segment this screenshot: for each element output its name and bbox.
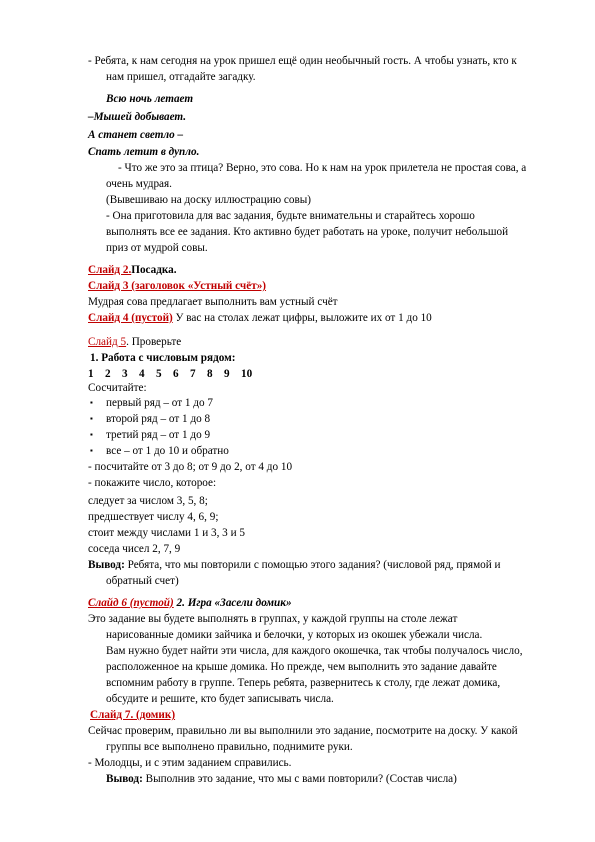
follows-number: следует за числом 3, 5, 8; [88,495,208,507]
slide5-conclusion-cont: обратный счет) [106,575,179,587]
number-9: 9 [224,368,230,380]
between-numbers: стоит между числами 1 и 3, 3 и 5 [88,527,245,539]
number-10: 10 [241,368,253,380]
intro-paragraph-4: - Она приготовила для вас задания, будьте внимательны и старайтесь хорошо [106,210,475,222]
bullet-item-3: третий ряд – от 1 до 9 [106,429,211,441]
intro-paragraph-5: выполнять все ее задания. Кто активно будет работать на уроке, получит небольшой [106,226,509,238]
neighbors-numbers: соседа чисел 2, 7, 9 [88,543,181,555]
number-4: 4 [139,368,145,380]
slide2-line [88,263,177,277]
precedes-number: предшествует числу 4, 6, 9; [88,511,219,523]
slide5-text: . Проверьте [126,336,182,348]
number-2: 2 [105,368,111,380]
riddle-line-2: –Мышей добывает. [88,111,187,123]
slide6-text-4: расположенное на крыше домика. Но прежде, чем выполнить это задание давайте [106,661,497,673]
intro-paragraph-1: - Что же это за птица? Верно, это сова. Но к нам на урок прилетела не простая сова, а [118,162,527,174]
slide2-link[interactable]: Слайд 2. [88,264,132,276]
slide6-title: 2. Игра «Засели домик» [173,597,292,609]
slide6-line [88,596,292,610]
task1-title-text: 1. Работа с числовым рядом: [90,352,236,364]
intro-line-2: нам пришел, отгадайте загадку. [106,71,256,83]
number-6: 6 [173,368,179,380]
number-8: 8 [207,368,213,380]
slide4-text: У вас на столах лежат цифры, выложите их от 1 до 10 [172,312,432,324]
bullet-item-1: первый ряд – от 1 до 7 [106,397,213,409]
conclusion-text: Выполнив это задание, что мы с вами повторили? (Состав числа) [142,773,457,785]
slide7-link[interactable]: Слайд 7. (домик) [90,709,176,721]
bullet-icon: ▪ [90,414,93,423]
bullet-icon: ▪ [90,446,93,455]
intro-line-1: - Ребята, к нам сегодня на урок пришел ещё один необычный гость. А чтобы узнать, кто к [88,55,517,67]
bullet-icon: ▪ [90,398,93,407]
number-5: 5 [156,368,162,380]
bullet-item-4: все – от 1 до 10 и обратно [106,445,229,457]
intro-paragraph-2: очень мудрая. [106,178,172,190]
slide4-link[interactable]: Слайд 4 (пустой) [88,312,173,324]
number-row [88,367,258,381]
riddle-line-1: Всю ночь летает [106,93,194,105]
slide2-text: Посадка. [131,264,177,276]
slide3-text: Мудрая сова предлагает выполнить вам устный счёт [88,296,338,308]
count-instruction: - посчитайте от 3 до 8; от 9 до 2, от 4 до 10 [88,461,293,473]
number-1: 1 [88,368,94,380]
slide6-text-1: Это задание вы будете выполнять в группах, у каждой группы на столе лежат [88,613,458,625]
slide5-line [88,335,181,349]
slide4-line [88,311,432,325]
number-7: 7 [190,368,196,380]
bullet-icon: ▪ [90,430,93,439]
conclusion-label: Вывод: [88,559,125,571]
count-label: Сосчитайте: [88,382,147,394]
show-number-instruction: - покажите число, которое: [88,477,217,489]
intro-paragraph-6: приз от мудрой совы. [106,242,208,254]
slide7-conclusion [106,772,457,786]
slide3-link[interactable]: Слайд 3 (заголовок «Устный счёт») [88,280,267,292]
riddle-line-3: А станет светло – [88,129,184,141]
riddle-line-4: Спать летит в дупло. [88,146,200,158]
conclusion-text: Ребята, что мы повторили с помощью этого задания? (числовой ряд, прямой и [124,559,501,571]
slide6-text-6: обсудите и решите, кто будет записывать числа. [106,693,334,705]
slide5-conclusion [88,558,501,572]
task1-title [90,351,235,365]
conclusion-label: Вывод: [106,773,143,785]
number-3: 3 [122,368,128,380]
slide5-link[interactable]: Слайд 5 [88,336,127,348]
slide7-text-1: Сейчас проверим, правильно ли вы выполнили это задание, посмотрите на доску. У какой [88,725,518,737]
slide6-link[interactable]: Слайд 6 (пустой) [88,597,174,609]
slide6-text-2: нарисованные домики зайчика и белочки, у которых из окошек убежали числа. [106,629,483,641]
slide6-text-3: Вам нужно будет найти эти числа, для каждого окошечка, так чтобы получалось число, [106,645,523,657]
bullet-item-2: второй ряд – от 1 до 8 [106,413,211,425]
slide7-text-3: - Молодцы, и с этим заданием справились. [88,757,292,769]
slide7-text-2: группы все выполнено правильно, поднимите руки. [106,741,353,753]
slide6-text-5: вспомним работу в группе. Теперь ребята, развернитесь к столу, где лежат домика, [106,677,501,689]
intro-paragraph-3: (Вывешиваю на доску иллюстрацию совы) [106,194,311,206]
